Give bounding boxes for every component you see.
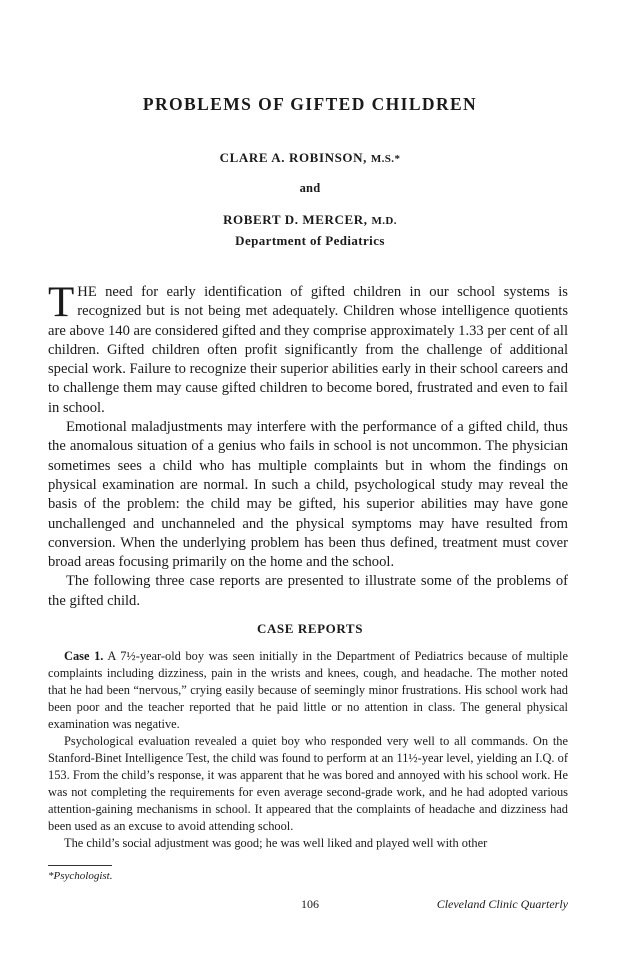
department-affiliation: Department of Pediatrics xyxy=(235,233,385,248)
author-name: CLARE A. ROBINSON, xyxy=(219,150,367,165)
section-heading-case-reports: CASE REPORTS xyxy=(256,621,364,636)
author-name: ROBERT D. MERCER, xyxy=(223,212,368,227)
journal-name: Cleveland Clinic Quarterly xyxy=(436,897,568,911)
article-title: PROBLEMS OF GIFTED CHILDREN xyxy=(142,94,478,114)
intro-paragraph-2: Emotional maladjustments may interfere with the performance of a gifted child, thus the anomalous situation of a genius who fails in school is not uncommon. The physician sometimes sees a child who has multiple complaints but in whom the findings on physical examination are normal. In such a child, psychological study may reveal the basis of the problem: the child may be gifted, his superior abilities may have gone unchallenged and unchanneled and the physical symptoms may have resulted from conversion. When the underlying problem has been thus defined, treatment must cover broad areas focusing primarily on the home and the school. xyxy=(48,419,568,571)
case-1-paragraph-1 xyxy=(48,648,568,733)
intro-paragraph-1-text: HE need for early identification of gifted children in our school systems is recognized but is not being met adequately. Children whose intelligence quotients are above 140 are considered gifted and they comprise approximately 1.33 per cent of all children. Gifted children often profit significantly from the challenge of additional special work. Failure to recognize their superior abilities early in their school careers and to challenge them may cause gifted children to become bored, frustrated and even to fail in school. xyxy=(48,284,568,416)
introduction-text xyxy=(48,279,568,611)
author-degree: M.S.* xyxy=(370,153,401,165)
author-mercer xyxy=(0,212,620,228)
case-1-label: Case 1. xyxy=(64,649,104,663)
footnote-divider xyxy=(48,865,112,866)
author-conjunction: and xyxy=(299,181,321,195)
case-1-paragraph-3: The child’s social adjustment was good; he was well liked and played well with other xyxy=(64,836,488,850)
page-number: 106 xyxy=(301,897,319,911)
drop-cap: T xyxy=(48,279,75,326)
author-robinson xyxy=(0,150,620,166)
case-1-paragraph-2: Psychological evaluation revealed a quiet boy who responded very well to all commands. On the Stanford-Binet Intelligence Test, the child was found to perform at an 11½-year level, yielding an I.Q. of 153. From the child’s response, it was apparent that he was bored and annoyed with his school work. He was not completing the requirements for even average second-grade work, and he had adopted various attention-gaining mechanisms in school. It appeared that the complaints of headache and dizziness had been used as an excuse to avoid attending school. xyxy=(48,734,568,833)
case-reports-text xyxy=(48,648,568,852)
author-degree: M.D. xyxy=(371,215,397,227)
intro-paragraph-1 xyxy=(48,279,568,418)
footnote: *Psychologist. xyxy=(48,870,113,882)
case-1-paragraph-1-text: A 7½-year-old boy was seen initially in the Department of Pediatrics because of multiple complaints including dizziness, pain in the wrists and knees, cough, and headache. The mother noted that he had been “nervous,” crying easily because of seemingly minor frustrations. His school work had been poor and the teacher reported that he paid little or no attention in class. The general physical examination was negative. xyxy=(48,649,568,731)
intro-paragraph-3: The following three case reports are presented to illustrate some of the problems of the gifted child. xyxy=(48,573,568,609)
